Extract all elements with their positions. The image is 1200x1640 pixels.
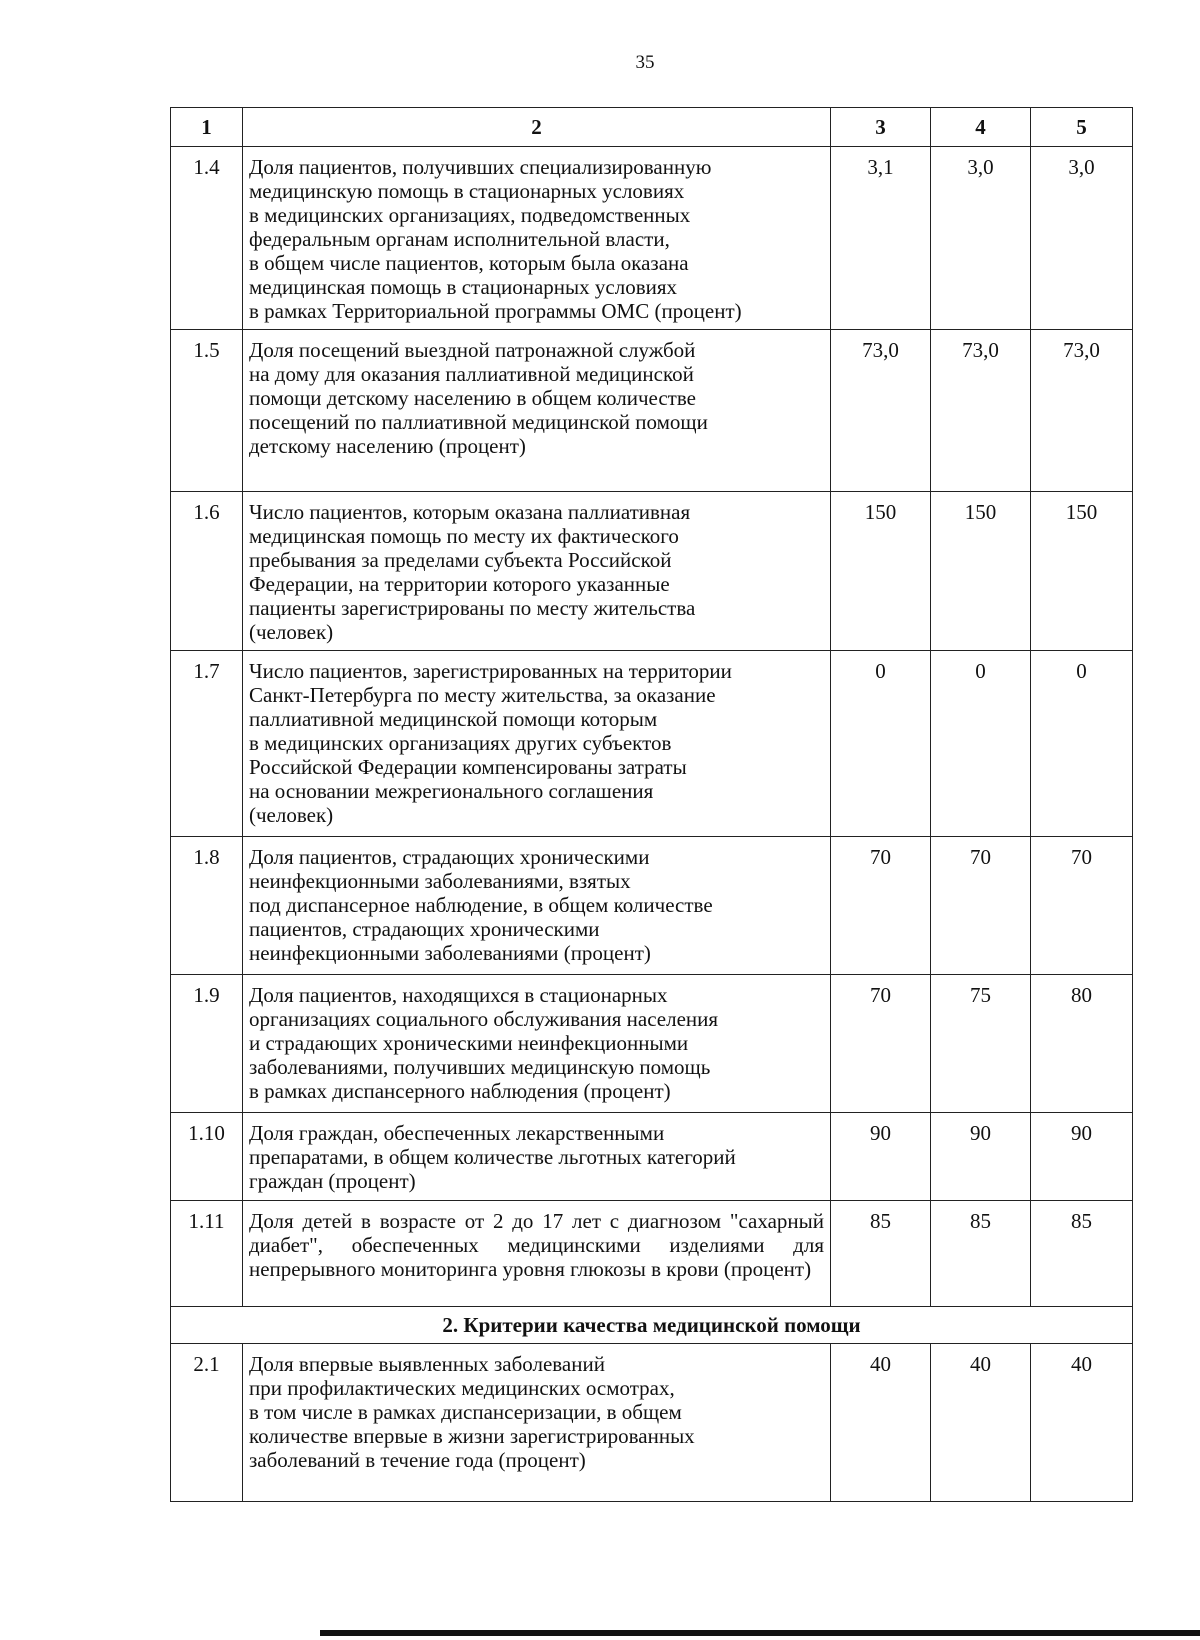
row-number: 1.9: [171, 975, 243, 1113]
page-number: 35: [635, 52, 655, 73]
value-col-5: 150: [1031, 492, 1133, 651]
value-col-3: 85: [831, 1201, 931, 1307]
value-col-5: 3,0: [1031, 147, 1133, 330]
column-header: 5: [1031, 108, 1133, 147]
section-header-row: [171, 1307, 1133, 1344]
table-row: [171, 651, 1133, 837]
value-col-3: 73,0: [831, 330, 931, 492]
value-col-4: 3,0: [931, 147, 1031, 330]
value-col-4: 150: [931, 492, 1031, 651]
footer-rule: [320, 1630, 1200, 1636]
table-row: [171, 492, 1133, 651]
value-col-5: 80: [1031, 975, 1133, 1113]
row-description: Доля пациентов, получивших специализированную медицинскую помощь в стационарных условиях в медицинских организациях, подведомственных федеральным органам исполнительной власти, в общем числе пациентов, которым была оказана медицинская помощь в стационарных условиях в рамках Территориальной программы ОМС (процент): [243, 147, 831, 330]
value-col-4: 70: [931, 837, 1031, 975]
value-col-5: 73,0: [1031, 330, 1133, 492]
row-number: 1.6: [171, 492, 243, 651]
value-col-5: 40: [1031, 1344, 1133, 1502]
value-col-3: 0: [831, 651, 931, 837]
column-header: 2: [243, 108, 831, 147]
table-row: [171, 330, 1133, 492]
table-row: [171, 147, 1133, 330]
value-col-3: 150: [831, 492, 931, 651]
value-col-3: 90: [831, 1113, 931, 1201]
row-description: Доля граждан, обеспеченных лекарственными препаратами, в общем количестве льготных категорий граждан (процент): [243, 1113, 831, 1201]
column-header: 3: [831, 108, 931, 147]
value-col-5: 90: [1031, 1113, 1133, 1201]
table-row: [171, 975, 1133, 1113]
table-header-row: [171, 108, 1133, 147]
row-number: 1.8: [171, 837, 243, 975]
row-description: Число пациентов, зарегистрированных на территории Санкт-Петербурга по месту жительства, за оказание паллиативной медицинской помощи которым в медицинских организациях других субъектов Российской Федерации компенсированы затраты на основании межрегионального соглашения (человек): [243, 651, 831, 837]
row-number: 1.4: [171, 147, 243, 330]
row-number: 2.1: [171, 1344, 243, 1502]
row-number: 1.5: [171, 330, 243, 492]
value-col-5: 0: [1031, 651, 1133, 837]
value-col-5: 85: [1031, 1201, 1133, 1307]
row-description: Доля пациентов, страдающих хроническими неинфекционными заболеваниями, взятых под диспансерное наблюдение, в общем количестве пациентов, страдающих хроническими неинфекционными заболеваниями (процент): [243, 837, 831, 975]
row-description: Доля пациентов, находящихся в стационарных организациях социального обслуживания населения и страдающих хроническими неинфекционными заболеваниями, получивших медицинскую помощь в рамках диспансерного наблюдения (процент): [243, 975, 831, 1113]
value-col-4: 90: [931, 1113, 1031, 1201]
row-description: Число пациентов, которым оказана паллиативная медицинская помощь по месту их фактического пребывания за пределами субъекта Российской Федерации, на территории которого указанные пациенты зарегистрированы по месту жительства (человек): [243, 492, 831, 651]
row-number: 1.11: [171, 1201, 243, 1307]
column-header: 4: [931, 108, 1031, 147]
row-description: Доля детей в возрасте от 2 до 17 лет с диагнозом "сахарный диабет", обеспеченных медицинскими изделиями для непрерывного мониторинга уровня глюкозы в крови (процент): [243, 1201, 831, 1307]
section-title: 2. Критерии качества медицинской помощи: [171, 1307, 1133, 1344]
value-col-3: 40: [831, 1344, 931, 1502]
row-description: Доля впервые выявленных заболеваний при профилактических медицинских осмотрах, в том числе в рамках диспансеризации, в общем количестве впервые в жизни зарегистрированных заболеваний в течение года (процент): [243, 1344, 831, 1502]
row-number: 1.10: [171, 1113, 243, 1201]
table-row: [171, 837, 1133, 975]
table-row: [171, 1113, 1133, 1201]
value-col-3: 3,1: [831, 147, 931, 330]
value-col-3: 70: [831, 975, 931, 1113]
table-row: [171, 1201, 1133, 1307]
value-col-4: 40: [931, 1344, 1031, 1502]
value-col-4: 73,0: [931, 330, 1031, 492]
value-col-3: 70: [831, 837, 931, 975]
column-header: 1: [171, 108, 243, 147]
row-description: Доля посещений выездной патронажной службой на дому для оказания паллиативной медицинской помощи детскому населению в общем количестве посещений по паллиативной медицинской помощи детскому населению (процент): [243, 330, 831, 492]
table-row: [171, 1344, 1133, 1502]
value-col-5: 70: [1031, 837, 1133, 975]
row-number: 1.7: [171, 651, 243, 837]
value-col-4: 75: [931, 975, 1031, 1113]
value-col-4: 85: [931, 1201, 1031, 1307]
value-col-4: 0: [931, 651, 1031, 837]
criteria-table: [170, 107, 1133, 1502]
